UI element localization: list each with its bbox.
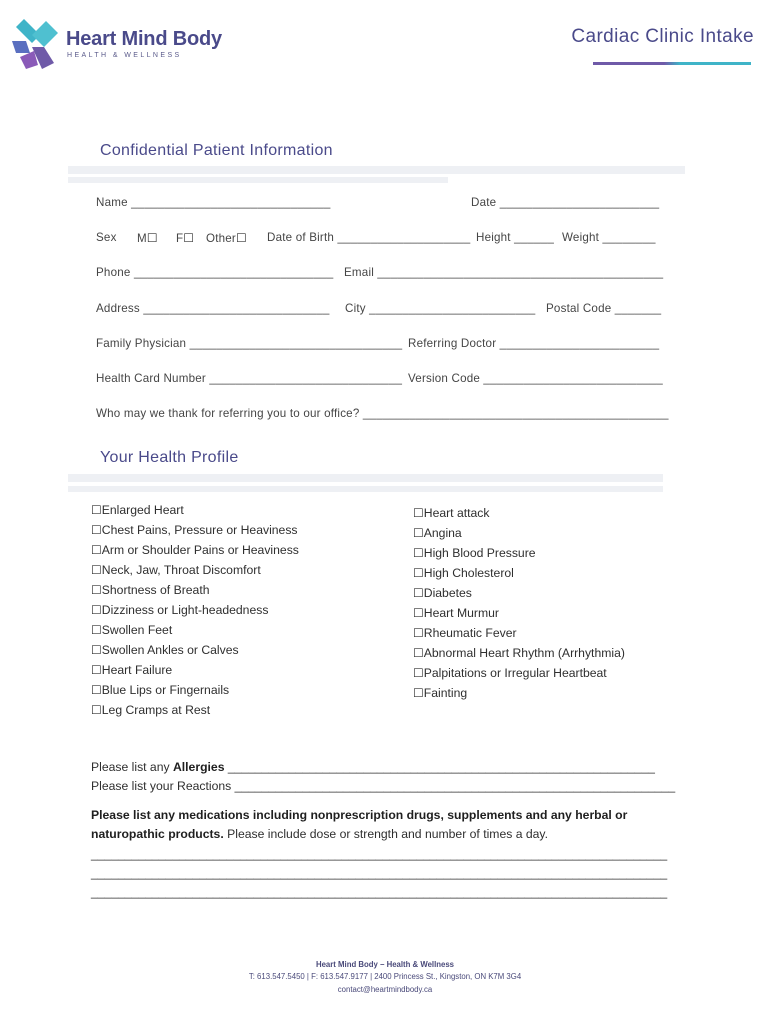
checkbox-icon[interactable]: ☐ (413, 666, 424, 680)
section-band (68, 166, 685, 174)
checkbox-icon[interactable]: ☐ (413, 566, 424, 580)
condition-label: Dizziness or Light-headedness (101, 603, 269, 617)
checkbox-icon[interactable]: ☐ (413, 686, 424, 700)
condition-label: Angina (423, 526, 462, 540)
condition-item[interactable] (91, 540, 299, 560)
checkbox-icon[interactable]: ☐ (91, 623, 102, 637)
section-band (68, 474, 663, 482)
date-field[interactable]: Date ________________________ (471, 196, 660, 209)
footer-email[interactable]: contact@heartmindbody.ca (337, 985, 433, 994)
logo-icon (10, 17, 60, 71)
checkbox-icon[interactable]: ☐ (91, 603, 102, 617)
referral-field[interactable]: Who may we thank for referring you to our office? ______________________________________________ (96, 407, 669, 420)
condition-label: Fainting (423, 686, 468, 700)
condition-label: Swollen Ankles or Calves (101, 643, 239, 657)
checkbox-icon[interactable]: ☐ (146, 231, 158, 245)
condition-item[interactable] (91, 520, 299, 540)
condition-item[interactable] (91, 680, 299, 700)
medications-instructions: Please list any medications including nonprescription drugs, supplements and any herbal or naturopathic products. Please include dose or strength and number of times a day. (91, 808, 628, 841)
condition-item[interactable] (413, 523, 625, 543)
condition-label: Neck, Jaw, Throat Discomfort (101, 563, 261, 577)
health-card-field[interactable]: Health Card Number _____________________________ (96, 372, 403, 385)
brand-name: Heart Mind Body (66, 28, 222, 50)
weight-field[interactable]: Weight ________ (562, 231, 656, 244)
medications-line[interactable]: _____________________________________________________________________________________ (91, 866, 668, 880)
sex-f-option[interactable]: F☐ (176, 231, 195, 245)
section-title-health-profile: Your Health Profile (100, 449, 239, 466)
family-physician-field[interactable]: Family Physician ________________________________ (96, 337, 403, 350)
checkbox-icon[interactable]: ☐ (413, 606, 424, 620)
condition-item[interactable] (91, 660, 299, 680)
sex-m-option[interactable]: M☐ (137, 231, 158, 245)
checkbox-icon[interactable]: ☐ (91, 503, 102, 517)
checkbox-icon[interactable]: ☐ (413, 526, 424, 540)
condition-label: Heart Failure (101, 663, 173, 677)
sex-label: Sex (96, 231, 117, 244)
condition-label: High Cholesterol (423, 566, 514, 580)
sex-other-option[interactable]: Other☐ (206, 231, 247, 245)
condition-label: Diabetes (423, 586, 472, 600)
checkbox-icon[interactable]: ☐ (413, 506, 424, 520)
condition-label: Rheumatic Fever (423, 626, 517, 640)
condition-label: Abnormal Heart Rhythm (Arrhythmia) (423, 646, 625, 660)
condition-label: Arm or Shoulder Pains or Heaviness (101, 543, 299, 557)
condition-item[interactable] (413, 503, 625, 523)
condition-label: Heart attack (423, 506, 490, 520)
condition-label: Leg Cramps at Rest (101, 703, 211, 717)
condition-item[interactable] (91, 560, 299, 580)
footer-org: Heart Mind Body – Health & Wellness (315, 960, 455, 969)
checkbox-icon[interactable]: ☐ (91, 523, 102, 537)
condition-item[interactable] (91, 640, 299, 660)
conditions-list-right (413, 503, 625, 703)
condition-item[interactable] (413, 583, 625, 603)
checkbox-icon[interactable]: ☐ (236, 231, 247, 245)
checkbox-icon[interactable]: ☐ (413, 586, 424, 600)
section-band (68, 177, 448, 183)
checkbox-icon[interactable]: ☐ (91, 703, 102, 717)
checkbox-icon[interactable]: ☐ (91, 643, 102, 657)
reactions-field[interactable]: Please list your Reactions _________________________________________________________________ (91, 779, 676, 793)
checkbox-icon[interactable]: ☐ (413, 546, 424, 560)
condition-item[interactable] (91, 600, 299, 620)
address-field[interactable]: Address ____________________________ (96, 302, 330, 315)
brand-tagline: HEALTH & WELLNESS (67, 52, 182, 59)
condition-label: Chest Pains, Pressure or Heaviness (101, 523, 298, 537)
checkbox-icon[interactable]: ☐ (91, 563, 102, 577)
checkbox-icon[interactable]: ☐ (183, 231, 195, 245)
allergies-field[interactable]: Please list any Allergies _______________________________________________________________ (91, 760, 655, 774)
condition-item[interactable] (91, 620, 299, 640)
condition-item[interactable] (413, 683, 625, 703)
condition-label: Swollen Feet (101, 623, 173, 637)
city-field[interactable]: City _________________________ (345, 302, 536, 315)
form-title: Cardiac Clinic Intake (571, 26, 754, 47)
condition-label: Enlarged Heart (101, 503, 184, 517)
title-underline (593, 62, 751, 65)
condition-item[interactable] (413, 623, 625, 643)
footer-contact: T: 613.547.5450 | F: 613.547.9177 | 2400 Princess St., Kingston, ON K7M 3G4 (248, 972, 522, 981)
postal-code-field[interactable]: Postal Code _______ (546, 302, 662, 315)
condition-item[interactable] (91, 500, 299, 520)
dob-field[interactable]: Date of Birth ____________________ (267, 231, 471, 244)
condition-item[interactable] (91, 580, 299, 600)
section-band (68, 486, 663, 492)
condition-label: Palpitations or Irregular Heartbeat (423, 666, 607, 680)
referring-doctor-field[interactable]: Referring Doctor ________________________ (408, 337, 660, 350)
condition-label: Shortness of Breath (101, 583, 210, 597)
medications-line[interactable]: _____________________________________________________________________________________ (91, 847, 668, 861)
condition-item[interactable] (413, 543, 625, 563)
condition-item[interactable] (91, 700, 299, 720)
condition-item[interactable] (413, 663, 625, 683)
version-code-field[interactable]: Version Code ___________________________ (408, 372, 663, 385)
name-field[interactable]: Name ______________________________ (96, 196, 331, 209)
phone-field[interactable]: Phone ______________________________ (96, 266, 334, 279)
condition-label: High Blood Pressure (423, 546, 536, 560)
checkbox-icon[interactable]: ☐ (91, 683, 102, 697)
section-title-patient-info: Confidential Patient Information (100, 142, 333, 159)
condition-item[interactable] (413, 563, 625, 583)
checkbox-icon[interactable]: ☐ (91, 583, 102, 597)
email-field[interactable]: Email ___________________________________________ (344, 266, 664, 279)
checkbox-icon[interactable]: ☐ (91, 663, 102, 677)
checkbox-icon[interactable]: ☐ (413, 646, 424, 660)
condition-item[interactable] (413, 603, 625, 623)
checkbox-icon[interactable]: ☐ (91, 543, 102, 557)
condition-label: Heart Murmur (423, 606, 499, 620)
height-field[interactable]: Height ______ (476, 231, 555, 244)
medications-line[interactable]: _____________________________________________________________________________________ (91, 885, 668, 899)
condition-label: Blue Lips or Fingernails (101, 683, 230, 697)
conditions-list-left (91, 500, 299, 720)
condition-item[interactable] (413, 643, 625, 663)
checkbox-icon[interactable]: ☐ (413, 626, 424, 640)
